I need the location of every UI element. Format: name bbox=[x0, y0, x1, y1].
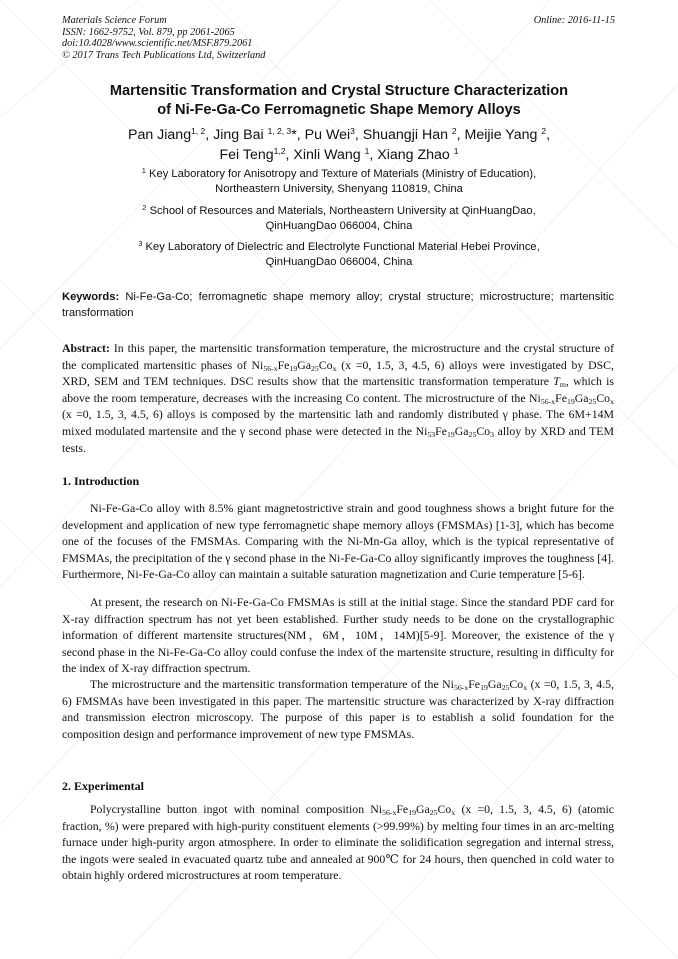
journal-name: Materials Science Forum bbox=[62, 15, 167, 26]
abstract-label: Abstract: bbox=[62, 341, 110, 355]
issn-line: ISSN: 1662-9752, Vol. 879, pp 2061-2065 bbox=[62, 26, 235, 38]
author-name: Pan Jiang bbox=[127, 127, 192, 143]
doi-line: doi:10.4028/www.scientific.net/MSF.879.2061 bbox=[62, 38, 253, 50]
online-date: Online: 2016-11-15 bbox=[533, 15, 615, 26]
author-name: Jing Bai bbox=[213, 127, 264, 143]
author-affiliation-mark: 1 bbox=[453, 146, 459, 156]
title-line-2: of Ni-Fe-Ga-Co Ferromagnetic Shape Memory Alloys bbox=[157, 102, 521, 118]
author-name: Pu Wei bbox=[304, 127, 351, 143]
keywords-label: Keywords: bbox=[62, 291, 120, 303]
author-affiliation-mark: 1 bbox=[364, 146, 370, 156]
journal-metadata bbox=[62, 15, 265, 61]
author-affiliation-mark: 1, 2 bbox=[191, 126, 206, 136]
intro-paragraph-2: At present, the research on Ni-Fe-Ga-Co FMSMAs is still at the initial stage. Since the standard PDF card for X-ray diffraction spectrum has not yet been established. Further study needs to be done on the crystallographic information of different martensite structures(NM，6M，10M，14M)[5-9]. Moreover, the existence of the γ second phase in the Ni-Fe-Ga-Co alloy could confuse the index of the martensite structure, resulting in difficulty for the index of X-ray diffraction spectrum. bbox=[62, 595, 614, 676]
affiliation-1 bbox=[62, 167, 616, 197]
author-name: Meijie Yang bbox=[464, 127, 538, 143]
affiliation-number: 2 bbox=[142, 203, 147, 212]
affiliation-2 bbox=[62, 204, 616, 234]
affiliation-line: Key Laboratory for Anisotropy and Texture of Materials (Ministry of Education), bbox=[149, 168, 537, 180]
experimental-paragraph-1: Polycrystalline button ingot with nominal composition $Ni_{56-x}Fe_{19}Ga_{25}Co_x$ (x =0, 1.5, 3, 4.5, 6) (atomic fraction, %) were prepared with high-purity constituent elements (>99.99%) by melting four times in an arc-melting furnace under high-purity argon atmosphere. In order to eliminate the solidification segregation and internal stress, the ingots were sealed in evacuated quartz tube and annealed at 900℃ for 24 hours, then quenched in cold water to obtain highly ordered microstructures at room temperature. bbox=[62, 802, 615, 883]
author-affiliation-mark: 2 bbox=[451, 126, 457, 136]
affiliation-line: Key Laboratory of Dielectric and Electrolyte Functional Material Hebei Province, bbox=[145, 241, 540, 253]
affiliation-line: QinHuangDao 066004, China bbox=[265, 256, 413, 268]
affiliation-number: 1 bbox=[141, 166, 146, 175]
section-heading-introduction: 1. Introduction bbox=[62, 474, 140, 488]
affiliation-3 bbox=[62, 240, 616, 270]
author-name: Xiang Zhao bbox=[377, 147, 450, 163]
keywords-text: Ni-Fe-Ga-Co; ferromagnetic shape memory alloy; crystal structure; microstructure; martensitic transformation bbox=[62, 291, 614, 319]
author-list bbox=[40, 125, 638, 165]
author-affiliation-mark: 3 bbox=[350, 126, 355, 136]
author-name: Fei Teng bbox=[219, 147, 274, 163]
author-line-2: Fei Teng$^{1,2}$, Xinli Wang $^1$, Xiang Zhao $^1$ bbox=[219, 146, 459, 163]
abstract: Abstract: In this paper, the martensitic transformation temperature, the microstructure and the crystal structure of the complicated martensitic phases of $Ni_{56-x}Fe_{19}Ga_{25}Co_x$ (x =0, 1.5, 3, 4.5, 6) alloys were investigated by DSC, XRD, SEM and TEM techniques. DSC results show that the martensitic transformation temperature $T_m$, which is above the room temperature, decreases with the increasing Co content. The microstructure of the $Ni_{56-x}Fe_{19}Ga_{25}Co_x$ (x =0, 1.5, 3, 4.5, 6) alloys is composed by the martensitic lath and randomly distributed γ phase. The 6M+14M mixed modulated martensite and the γ second phase were detected in the $Ni_{53}Fe_{19}Ga_{25}Co_3$ alloy by XRD and TEM tests. bbox=[62, 341, 615, 455]
author-affiliation-mark: 2 bbox=[541, 126, 547, 136]
affiliation-number: 3 bbox=[138, 239, 143, 248]
author-affiliation-mark: 1, 2, 3 bbox=[267, 126, 292, 136]
keywords bbox=[62, 290, 614, 321]
author-name: Xinli Wang bbox=[293, 147, 361, 163]
intro-paragraph-1: Ni-Fe-Ga-Co alloy with 8.5% giant magnetostrictive strain and good toughness shows a bright future for the development and application of new type ferromagnetic shape memory alloys (FMSMAs) [1-3], which has become one of the focuses of the FMSMAs. Comparing with the Ni-Mn-Ga alloy, which is the typical representative of FMSMAs, the precipitation of the γ second phase in the Ni-Fe-Ga-Co alloy significantly improves the toughness [4]. Furthermore, Ni-Fe-Ga-Co alloy can maintain a suitable saturation magnetization and Curie temperature [5-6]. bbox=[62, 501, 614, 582]
affiliation-line: Northeastern University, Shenyang 110819, China bbox=[215, 183, 463, 195]
author-line-1: Pan Jiang$^{1, 2}$, Jing Bai $^{1, 2, 3}$*, Pu Wei$^3$, Shuangji Han $^2$, Meijie Yang $^2$, bbox=[127, 126, 551, 143]
copyright-line: © 2017 Trans Tech Publications Ltd, Switzerland bbox=[62, 49, 266, 61]
author-name: Shuangji Han bbox=[362, 127, 448, 143]
author-affiliation-mark: 1,2 bbox=[273, 146, 286, 156]
affiliation-line: QinHuangDao 066004, China bbox=[265, 220, 413, 232]
affiliation-line: School of Resources and Materials, Northeastern University at QinHuangDao, bbox=[149, 205, 536, 217]
intro-paragraph-3: The microstructure and the martensitic transformation temperature of the $Ni_{56-x}Fe_{19}Ga_{25}Co_x$ (x =0, 1.5, 3, 4.5, 6) FMSMAs have been investigated in this paper. The martensitic structure was characterized by X-ray diffraction and transmission electron microscopy. The purpose of this paper is to establish a solid foundation for the composition design and performance improvement of new type FMSMAs. bbox=[62, 677, 614, 741]
title-line-1: Martensitic Transformation and Crystal Structure Characterization bbox=[109, 83, 569, 99]
paper-title bbox=[40, 82, 638, 120]
corresponding-author-mark: * bbox=[291, 127, 297, 143]
section-heading-experimental: 2. Experimental bbox=[62, 779, 144, 793]
